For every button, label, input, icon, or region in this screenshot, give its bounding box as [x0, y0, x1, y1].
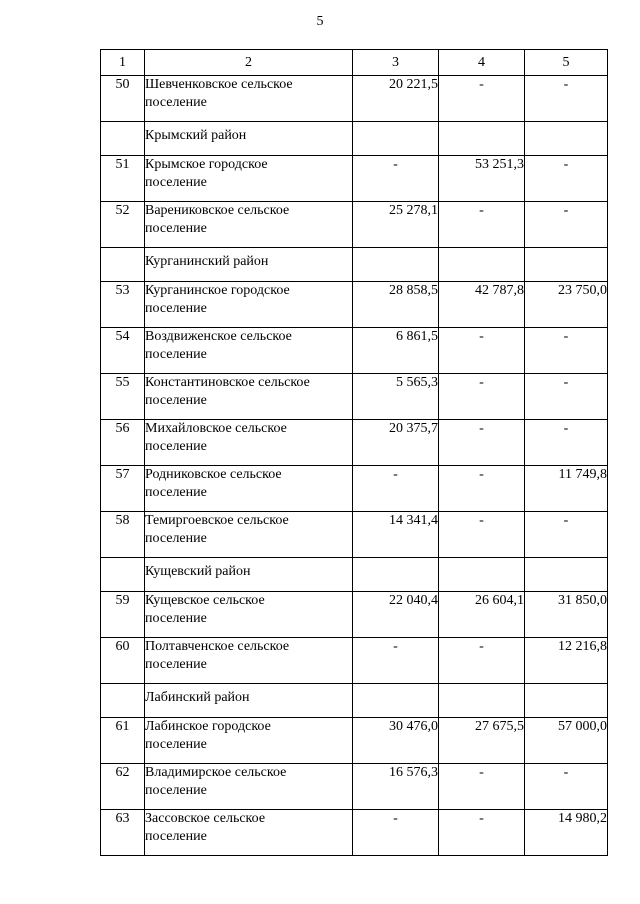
- settlement-name-cell: Михайловское сельское поселение: [145, 420, 353, 466]
- column-3-value: 20 221,5: [353, 76, 439, 122]
- region-row: [101, 684, 608, 718]
- column-header: 1: [101, 50, 145, 76]
- column-3-value: -: [353, 638, 439, 684]
- region-row: [101, 558, 608, 592]
- column-3-value: -: [353, 810, 439, 856]
- table-row: [101, 718, 608, 764]
- column-5-value: -: [525, 764, 608, 810]
- row-number-cell: 51: [101, 156, 145, 202]
- settlement-name-cell: Лабинское городское поселение: [145, 718, 353, 764]
- settlement-name-cell: Воздвиженское сельское поселение: [145, 328, 353, 374]
- column-4-value: -: [439, 328, 525, 374]
- row-number-cell: [101, 122, 145, 156]
- settlement-name-cell: Зассовское сельское поселение: [145, 810, 353, 856]
- column-5-value: -: [525, 512, 608, 558]
- table-header-row: [101, 50, 608, 76]
- region-name-cell: Курганинский район: [145, 248, 353, 282]
- table-row: [101, 202, 608, 248]
- table-row: [101, 592, 608, 638]
- column-4-value: [439, 558, 525, 592]
- column-3-value: -: [353, 156, 439, 202]
- column-5-value: [525, 248, 608, 282]
- row-number-cell: 52: [101, 202, 145, 248]
- column-header: 2: [145, 50, 353, 76]
- column-4-value: -: [439, 764, 525, 810]
- table-row: [101, 374, 608, 420]
- column-3-value: 5 565,3: [353, 374, 439, 420]
- column-5-value: -: [525, 420, 608, 466]
- region-name-cell: Крымский район: [145, 122, 353, 156]
- column-3-value: 28 858,5: [353, 282, 439, 328]
- row-number-cell: 59: [101, 592, 145, 638]
- row-number-cell: [101, 558, 145, 592]
- table-row: [101, 156, 608, 202]
- region-row: [101, 248, 608, 282]
- column-3-value: 20 375,7: [353, 420, 439, 466]
- table-body: [101, 50, 608, 856]
- column-5-value: 11 749,8: [525, 466, 608, 512]
- settlement-name-cell: Варениковское сельское поселение: [145, 202, 353, 248]
- row-number-cell: 54: [101, 328, 145, 374]
- column-header: 3: [353, 50, 439, 76]
- settlement-name-cell: Шевченковское сельское поселение: [145, 76, 353, 122]
- column-3-value: [353, 122, 439, 156]
- column-3-value: [353, 248, 439, 282]
- row-number-cell: 56: [101, 420, 145, 466]
- row-number-cell: 50: [101, 76, 145, 122]
- settlement-name-cell: Крымское городское поселение: [145, 156, 353, 202]
- column-4-value: 26 604,1: [439, 592, 525, 638]
- column-5-value: 23 750,0: [525, 282, 608, 328]
- row-number-cell: 61: [101, 718, 145, 764]
- settlement-name-cell: Кущевское сельское поселение: [145, 592, 353, 638]
- row-number-cell: [101, 248, 145, 282]
- settlement-name-cell: Константиновское сельское поселение: [145, 374, 353, 420]
- column-3-value: [353, 558, 439, 592]
- column-4-value: [439, 248, 525, 282]
- column-header: 5: [525, 50, 608, 76]
- column-5-value: 12 216,8: [525, 638, 608, 684]
- column-4-value: -: [439, 512, 525, 558]
- column-3-value: [353, 684, 439, 718]
- settlement-name-cell: Курганинское городское поселение: [145, 282, 353, 328]
- table-row: [101, 512, 608, 558]
- column-4-value: 27 675,5: [439, 718, 525, 764]
- settlement-name-cell: Полтавченское сельское поселение: [145, 638, 353, 684]
- column-3-value: 25 278,1: [353, 202, 439, 248]
- table-row: [101, 764, 608, 810]
- column-5-value: [525, 122, 608, 156]
- column-5-value: [525, 558, 608, 592]
- table-row: [101, 282, 608, 328]
- table-row: [101, 466, 608, 512]
- budget-table: [100, 49, 608, 856]
- column-5-value: -: [525, 374, 608, 420]
- column-4-value: -: [439, 420, 525, 466]
- table-row: [101, 328, 608, 374]
- column-5-value: 57 000,0: [525, 718, 608, 764]
- row-number-cell: 60: [101, 638, 145, 684]
- table-row: [101, 810, 608, 856]
- column-3-value: 16 576,3: [353, 764, 439, 810]
- row-number-cell: 57: [101, 466, 145, 512]
- region-name-cell: Кущевский район: [145, 558, 353, 592]
- table-row: [101, 420, 608, 466]
- column-4-value: [439, 122, 525, 156]
- settlement-name-cell: Родниковское сельское поселение: [145, 466, 353, 512]
- column-4-value: -: [439, 810, 525, 856]
- column-5-value: [525, 684, 608, 718]
- column-3-value: 30 476,0: [353, 718, 439, 764]
- column-4-value: -: [439, 466, 525, 512]
- row-number-cell: 63: [101, 810, 145, 856]
- column-5-value: 14 980,2: [525, 810, 608, 856]
- column-4-value: 53 251,3: [439, 156, 525, 202]
- settlement-name-cell: Владимирское сельское поселение: [145, 764, 353, 810]
- column-5-value: -: [525, 156, 608, 202]
- row-number-cell: 55: [101, 374, 145, 420]
- column-4-value: -: [439, 202, 525, 248]
- page-number: 5: [316, 14, 324, 29]
- region-name-cell: Лабинский район: [145, 684, 353, 718]
- column-3-value: 14 341,4: [353, 512, 439, 558]
- column-4-value: 42 787,8: [439, 282, 525, 328]
- column-4-value: -: [439, 638, 525, 684]
- row-number-cell: 53: [101, 282, 145, 328]
- column-3-value: 22 040,4: [353, 592, 439, 638]
- column-3-value: 6 861,5: [353, 328, 439, 374]
- column-4-value: -: [439, 374, 525, 420]
- column-5-value: -: [525, 202, 608, 248]
- column-5-value: -: [525, 76, 608, 122]
- column-3-value: -: [353, 466, 439, 512]
- column-4-value: [439, 684, 525, 718]
- column-5-value: -: [525, 328, 608, 374]
- region-row: [101, 122, 608, 156]
- table-row: [101, 76, 608, 122]
- column-5-value: 31 850,0: [525, 592, 608, 638]
- settlement-name-cell: Темиргоевское сельское поселение: [145, 512, 353, 558]
- row-number-cell: 58: [101, 512, 145, 558]
- row-number-cell: 62: [101, 764, 145, 810]
- column-4-value: -: [439, 76, 525, 122]
- row-number-cell: [101, 684, 145, 718]
- table-row: [101, 638, 608, 684]
- column-header: 4: [439, 50, 525, 76]
